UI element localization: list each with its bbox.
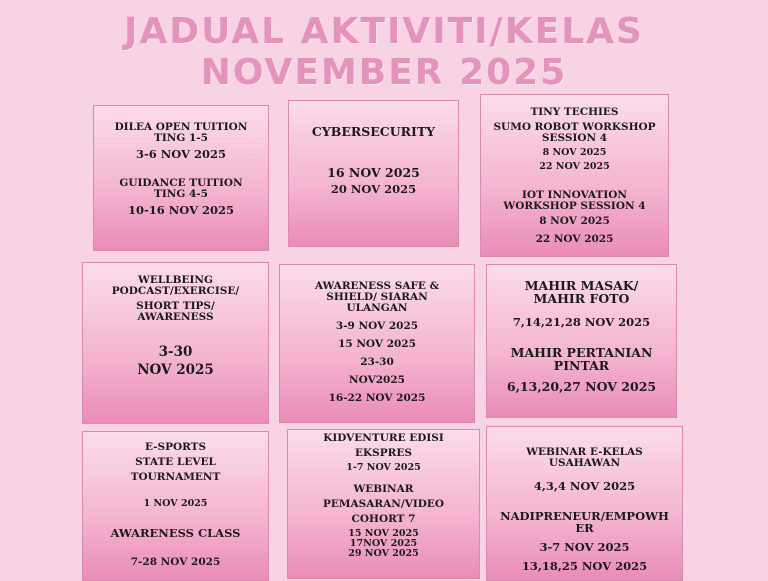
box-date: 8 NOV 2025	[539, 215, 610, 228]
box-text: ULANGAN	[346, 302, 408, 315]
box-text: SHIELD/ SIARAN	[326, 291, 428, 304]
box-text: MAHIR FOTO	[533, 291, 630, 307]
box-date: 7,14,21,28 NOV 2025	[512, 315, 651, 330]
box-date: NOV 2025	[137, 362, 214, 379]
box-date: 15 NOV 2025	[338, 338, 416, 351]
box-date: 17NOV 2025	[349, 538, 418, 550]
box-date: 3-6 NOV 2025	[135, 147, 227, 162]
title-line-2: NOVEMBER 2025	[200, 52, 568, 93]
box-title: MAHIR MASAK/	[524, 278, 639, 293]
box-text: EKSPRES	[355, 447, 412, 460]
box-text: GUIDANCE TUITION	[119, 177, 243, 190]
box-cybersecurity	[288, 100, 459, 247]
box-date: 3-9 NOV 2025	[335, 320, 419, 333]
box-text: TING 4-5	[154, 188, 208, 201]
box-date: 15 NOV 2025	[348, 528, 419, 540]
box-date: 29 NOV 2025	[348, 547, 419, 559]
box-text: STATE LEVEL	[135, 456, 216, 469]
box-title: MAHIR PERTANIAN	[510, 345, 653, 361]
box-date: 13,18,25 NOV 2025	[521, 559, 648, 574]
box-title: KIDVENTURE EDISI	[323, 432, 444, 444]
box-text: USAHAWAN	[548, 457, 621, 470]
box-wellbeing	[82, 262, 269, 424]
box-esports	[82, 431, 269, 581]
box-text: COHORT 7	[351, 513, 416, 526]
box-text: PINTAR	[553, 358, 610, 374]
box-date: 10-16 NOV 2025	[127, 203, 235, 218]
box-tiny-techies	[480, 94, 669, 257]
box-title: NADIPRENEUR/EMPOWH	[500, 509, 669, 524]
box-title: WELLBEING	[138, 274, 213, 286]
box-title: AWARENESS CLASS	[110, 526, 241, 541]
box-text: SUMO ROBOT WORKSHOP	[493, 121, 656, 134]
box-text: IOT INNOVATION	[522, 188, 627, 201]
box-date: NOV2025	[349, 374, 405, 387]
box-date: 4,3,4 NOV 2025	[533, 479, 636, 494]
box-text: ER	[575, 521, 594, 536]
box-date: 23-30	[360, 356, 394, 369]
box-text: WORKSHOP SESSION 4	[503, 200, 646, 212]
box-mahir	[486, 264, 677, 418]
box-date: 1-7 NOV 2025	[346, 462, 421, 474]
box-date: 3-30	[158, 344, 193, 361]
box-awareness-safe-shield	[279, 264, 475, 423]
box-text: AWARENESS	[137, 311, 214, 324]
box-date: 20 NOV 2025	[330, 182, 417, 197]
box-title: E-SPORTS	[144, 441, 207, 453]
box-webinar-e-kelas	[486, 426, 683, 581]
box-date: 22 NOV 2025	[535, 233, 614, 246]
box-text: TOURNAMENT	[130, 471, 221, 484]
box-text: PODCAST/EXERCISE/	[111, 285, 240, 298]
box-text: TING 1-5	[154, 132, 208, 145]
box-date: 8 NOV 2025	[542, 147, 607, 159]
box-dilea-tuition	[93, 105, 269, 251]
box-title: CYBERSECURITY	[311, 124, 436, 139]
box-title: TINY TECHIES	[530, 106, 619, 118]
box-date: 7-28 NOV 2025	[130, 556, 221, 569]
box-title: AWARENESS SAFE &	[314, 280, 440, 292]
box-date: 1 NOV 2025	[143, 498, 208, 510]
box-date: 6,13,20,27 NOV 2025	[506, 378, 657, 394]
box-title: WEBINAR E-KELAS	[526, 446, 643, 458]
box-date: 16-22 NOV 2025	[328, 392, 426, 405]
box-text: SESSION 4	[541, 132, 608, 145]
box-kidventure	[287, 429, 480, 579]
box-text: SHORT TIPS/	[136, 300, 215, 313]
box-date: 22 NOV 2025	[539, 161, 610, 173]
box-title: WEBINAR	[353, 483, 414, 495]
box-date: 3-7 NOV 2025	[539, 540, 630, 555]
box-date: 16 NOV 2025	[327, 165, 420, 181]
box-text: PEMASARAN/VIDEO	[322, 498, 445, 511]
title-line-1: JADUAL AKTIVITI/KELAS	[124, 11, 644, 52]
box-text: DILEA OPEN TUITION	[114, 121, 248, 133]
